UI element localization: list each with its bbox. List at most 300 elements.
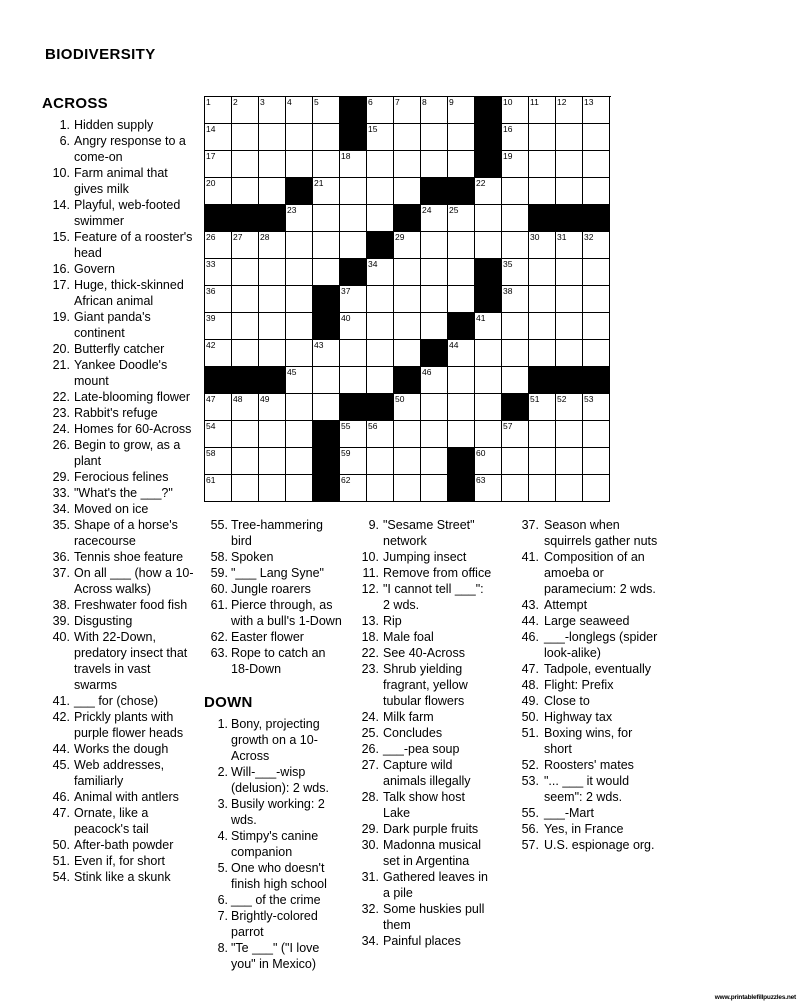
cell-number: 32: [584, 232, 594, 242]
grid-cell-r7c2[interactable]: [232, 259, 259, 286]
clue-number: 58.: [210, 550, 228, 564]
grid-cell-r9c12[interactable]: [502, 313, 529, 340]
grid-cell-r7c14[interactable]: [556, 259, 583, 286]
across-clue-63: [204, 645, 350, 677]
across-section-header: ACROSS: [42, 95, 108, 112]
grid-cell-r1c4[interactable]: [286, 97, 313, 124]
grid-cell-r9c14[interactable]: [556, 313, 583, 340]
grid-cell-r7c9[interactable]: [421, 259, 448, 286]
grid-cell-r6c3[interactable]: [259, 232, 286, 259]
grid-cell-r12c11[interactable]: [475, 394, 502, 421]
clue-number: 34.: [52, 502, 70, 516]
grid-cell-r1c12[interactable]: [502, 97, 529, 124]
grid-cell-r11c11[interactable]: [475, 367, 502, 394]
grid-cell-r10c1[interactable]: [205, 340, 232, 367]
grid-cell-r3c14[interactable]: [556, 151, 583, 178]
down-clue-52: [512, 757, 664, 773]
down-clue-2: [204, 764, 350, 796]
clue-number: 18.: [361, 630, 379, 644]
down-clue-26: [350, 741, 496, 757]
grid-cell-r10c6[interactable]: [340, 340, 367, 367]
cell-number: 53: [584, 394, 594, 404]
grid-cell-r14c13[interactable]: [529, 448, 556, 475]
grid-cell-r4c3[interactable]: [259, 178, 286, 205]
grid-cell-r14c12[interactable]: [502, 448, 529, 475]
grid-cell-r10c7[interactable]: [367, 340, 394, 367]
grid-cell-r3c2[interactable]: [232, 151, 259, 178]
grid-cell-r15c1[interactable]: [205, 475, 232, 502]
grid-cell-r12c10[interactable]: [448, 394, 475, 421]
across-clue-39: [40, 613, 200, 629]
watermark-url: www.printablefillpuzzles.net: [714, 994, 796, 1001]
grid-cell-r4c8[interactable]: [394, 178, 421, 205]
grid-cell-r5c9[interactable]: [421, 205, 448, 232]
grid-cell-r8c3[interactable]: [259, 286, 286, 313]
clue-text: Shrub yielding fragrant, yellow tubular flowers: [383, 662, 468, 708]
clue-number: 22.: [361, 646, 379, 660]
grid-cell-r1c2[interactable]: [232, 97, 259, 124]
clue-number: 45.: [52, 758, 70, 772]
clue-text: "I cannot tell ___": 2 wds.: [383, 582, 484, 612]
clue-text: Jungle roarers: [231, 582, 311, 596]
grid-cell-r13c4[interactable]: [286, 421, 313, 448]
cell-number: 12: [557, 97, 567, 107]
grid-cell-r4c7[interactable]: [367, 178, 394, 205]
grid-cell-r6c6[interactable]: [340, 232, 367, 259]
grid-cell-r13c6[interactable]: [340, 421, 367, 448]
down-clue-53: [512, 773, 664, 805]
across-clue-46: [40, 789, 200, 805]
grid-cell-r7c3[interactable]: [259, 259, 286, 286]
down-clue-1: [204, 716, 350, 764]
grid-cell-r2c10[interactable]: [448, 124, 475, 151]
grid-cell-r1c7[interactable]: [367, 97, 394, 124]
grid-cell-r12c2[interactable]: [232, 394, 259, 421]
grid-cell-r4c14[interactable]: [556, 178, 583, 205]
grid-cell-r12c15[interactable]: [583, 394, 610, 421]
grid-cell-r2c12[interactable]: [502, 124, 529, 151]
grid-cell-r9c8[interactable]: [394, 313, 421, 340]
grid-cell-r13c15[interactable]: [583, 421, 610, 448]
grid-cell-r11c7[interactable]: [367, 367, 394, 394]
grid-cell-r11c10[interactable]: [448, 367, 475, 394]
grid-cell-r10c10[interactable]: [448, 340, 475, 367]
grid-cell-r7c13[interactable]: [529, 259, 556, 286]
clue-number: 36.: [52, 550, 70, 564]
cell-number: 7: [395, 97, 400, 107]
clue-number: 3.: [217, 797, 228, 811]
clue-text: "___ Lang Syne": [231, 566, 324, 580]
grid-cell-r1c9[interactable]: [421, 97, 448, 124]
grid-cell-r15c7[interactable]: [367, 475, 394, 502]
grid-cell-r3c10[interactable]: [448, 151, 475, 178]
grid-cell-r8c9[interactable]: [421, 286, 448, 313]
grid-cell-r6c15[interactable]: [583, 232, 610, 259]
grid-cell-r4c5[interactable]: [313, 178, 340, 205]
clue-text: Web addresses, familiarly: [74, 758, 165, 788]
clue-text: Busily working: 2 wds.: [231, 797, 325, 827]
grid-cell-r13c14[interactable]: [556, 421, 583, 448]
grid-cell-r12c8[interactable]: [394, 394, 421, 421]
grid-cell-r12c4[interactable]: [286, 394, 313, 421]
grid-cell-r7c8[interactable]: [394, 259, 421, 286]
down-clue-27: [350, 757, 496, 789]
grid-cell-r3c4[interactable]: [286, 151, 313, 178]
black-cell: [448, 178, 475, 205]
clue-number: 17.: [52, 278, 70, 292]
clue-number: 55.: [210, 518, 228, 532]
grid-cell-r2c5[interactable]: [313, 124, 340, 151]
clue-number: 10.: [361, 550, 379, 564]
grid-cell-r10c12[interactable]: [502, 340, 529, 367]
grid-cell-r4c13[interactable]: [529, 178, 556, 205]
grid-cell-r10c14[interactable]: [556, 340, 583, 367]
grid-cell-r13c13[interactable]: [529, 421, 556, 448]
cell-number: 46: [422, 367, 432, 377]
grid-cell-r13c1[interactable]: [205, 421, 232, 448]
grid-cell-r6c14[interactable]: [556, 232, 583, 259]
down-clue-55: [512, 805, 664, 821]
grid-cell-r6c4[interactable]: [286, 232, 313, 259]
grid-cell-r14c8[interactable]: [394, 448, 421, 475]
grid-cell-r3c5[interactable]: [313, 151, 340, 178]
cell-number: 59: [341, 448, 351, 458]
grid-cell-r13c7[interactable]: [367, 421, 394, 448]
grid-cell-r3c6[interactable]: [340, 151, 367, 178]
grid-cell-r7c15[interactable]: [583, 259, 610, 286]
grid-cell-r15c12[interactable]: [502, 475, 529, 502]
grid-cell-r8c2[interactable]: [232, 286, 259, 313]
grid-cell-r8c10[interactable]: [448, 286, 475, 313]
grid-cell-r4c6[interactable]: [340, 178, 367, 205]
black-cell: [232, 205, 259, 232]
puzzle-title: BIODIVERSITY: [45, 46, 156, 63]
grid-cell-r12c9[interactable]: [421, 394, 448, 421]
grid-cell-r7c1[interactable]: [205, 259, 232, 286]
down-clue-4: [204, 828, 350, 860]
grid-cell-r4c11[interactable]: [475, 178, 502, 205]
black-cell: [367, 394, 394, 421]
grid-cell-r9c7[interactable]: [367, 313, 394, 340]
clue-number: 52.: [521, 758, 539, 772]
black-cell: [313, 421, 340, 448]
grid-cell-r2c15[interactable]: [583, 124, 610, 151]
clue-text: Butterfly catcher: [74, 342, 165, 356]
clue-number: 23.: [52, 406, 70, 420]
grid-cell-r15c6[interactable]: [340, 475, 367, 502]
grid-cell-r6c5[interactable]: [313, 232, 340, 259]
grid-cell-r10c3[interactable]: [259, 340, 286, 367]
clue-number: 1.: [59, 118, 70, 132]
grid-cell-r1c14[interactable]: [556, 97, 583, 124]
grid-cell-r6c12[interactable]: [502, 232, 529, 259]
clue-number: 53.: [521, 774, 539, 788]
clue-number: 55.: [521, 806, 539, 820]
across-clue-59: [204, 565, 350, 581]
clue-number: 13.: [361, 614, 379, 628]
across-clue-14: [40, 197, 200, 229]
grid-cell-r2c9[interactable]: [421, 124, 448, 151]
clue-text: Angry response to a come-on: [74, 134, 186, 164]
grid-cell-r13c10[interactable]: [448, 421, 475, 448]
clue-text: Milk farm: [383, 710, 434, 724]
clue-number: 59.: [210, 566, 228, 580]
clue-text: Rabbit's refuge: [74, 406, 158, 420]
grid-cell-r14c6[interactable]: [340, 448, 367, 475]
grid-cell-r4c15[interactable]: [583, 178, 610, 205]
grid-cell-r14c11[interactable]: [475, 448, 502, 475]
down-clue-56: [512, 821, 664, 837]
grid-cell-r15c3[interactable]: [259, 475, 286, 502]
grid-cell-r13c8[interactable]: [394, 421, 421, 448]
grid-cell-r1c13[interactable]: [529, 97, 556, 124]
grid-cell-r14c1[interactable]: [205, 448, 232, 475]
grid-cell-r14c4[interactable]: [286, 448, 313, 475]
grid-cell-r6c1[interactable]: [205, 232, 232, 259]
grid-cell-r14c9[interactable]: [421, 448, 448, 475]
grid-cell-r9c9[interactable]: [421, 313, 448, 340]
black-cell: [448, 475, 475, 502]
clue-text: Close to: [544, 694, 590, 708]
grid-cell-r5c11[interactable]: [475, 205, 502, 232]
grid-cell-r9c15[interactable]: [583, 313, 610, 340]
grid-cell-r3c15[interactable]: [583, 151, 610, 178]
cell-number: 17: [206, 151, 216, 161]
grid-cell-r10c15[interactable]: [583, 340, 610, 367]
grid-cell-r9c4[interactable]: [286, 313, 313, 340]
grid-cell-r2c14[interactable]: [556, 124, 583, 151]
grid-cell-r1c1[interactable]: [205, 97, 232, 124]
cell-number: 63: [476, 475, 486, 485]
grid-cell-r7c10[interactable]: [448, 259, 475, 286]
grid-cell-r13c2[interactable]: [232, 421, 259, 448]
grid-cell-r15c2[interactable]: [232, 475, 259, 502]
grid-cell-r13c3[interactable]: [259, 421, 286, 448]
grid-cell-r11c9[interactable]: [421, 367, 448, 394]
black-cell: [286, 178, 313, 205]
grid-cell-r10c4[interactable]: [286, 340, 313, 367]
grid-cell-r2c13[interactable]: [529, 124, 556, 151]
grid-cell-r2c2[interactable]: [232, 124, 259, 151]
grid-cell-r6c8[interactable]: [394, 232, 421, 259]
grid-cell-r4c2[interactable]: [232, 178, 259, 205]
across-clue-36: [40, 549, 200, 565]
grid-cell-r5c10[interactable]: [448, 205, 475, 232]
across-clue-42: [40, 709, 200, 741]
clue-text: Playful, web-footed swimmer: [74, 198, 181, 228]
grid-cell-r3c8[interactable]: [394, 151, 421, 178]
grid-cell-r8c6[interactable]: [340, 286, 367, 313]
cell-number: 38: [503, 286, 513, 296]
grid-cell-r12c5[interactable]: [313, 394, 340, 421]
grid-cell-r15c14[interactable]: [556, 475, 583, 502]
clue-number: 51.: [52, 854, 70, 868]
grid-cell-r8c8[interactable]: [394, 286, 421, 313]
grid-cell-r9c6[interactable]: [340, 313, 367, 340]
grid-cell-r13c12[interactable]: [502, 421, 529, 448]
grid-cell-r5c4[interactable]: [286, 205, 313, 232]
grid-cell-r8c14[interactable]: [556, 286, 583, 313]
black-cell: [475, 124, 502, 151]
clue-number: 63.: [210, 646, 228, 660]
black-cell: [259, 205, 286, 232]
grid-cell-r8c15[interactable]: [583, 286, 610, 313]
grid-cell-r3c9[interactable]: [421, 151, 448, 178]
down-clue-8: [204, 940, 350, 972]
cell-number: 4: [287, 97, 292, 107]
grid-cell-r9c11[interactable]: [475, 313, 502, 340]
across-clue-54: [40, 869, 200, 885]
grid-cell-r2c4[interactable]: [286, 124, 313, 151]
clue-text: Gathered leaves in a pile: [383, 870, 488, 900]
cell-number: 2: [233, 97, 238, 107]
black-cell: [502, 394, 529, 421]
grid-cell-r1c8[interactable]: [394, 97, 421, 124]
grid-cell-r2c7[interactable]: [367, 124, 394, 151]
clue-text: Huge, thick-skinned African animal: [74, 278, 184, 308]
clue-number: 28.: [361, 790, 379, 804]
down-clue-32: [350, 901, 496, 933]
grid-cell-r5c5[interactable]: [313, 205, 340, 232]
clue-text: Roosters' mates: [544, 758, 634, 772]
grid-cell-r3c12[interactable]: [502, 151, 529, 178]
black-cell: [340, 97, 367, 124]
grid-cell-r3c1[interactable]: [205, 151, 232, 178]
grid-cell-r11c5[interactable]: [313, 367, 340, 394]
clue-number: 61.: [210, 598, 228, 612]
grid-cell-r10c8[interactable]: [394, 340, 421, 367]
clue-text: Capture wild animals illegally: [383, 758, 471, 788]
grid-cell-r12c13[interactable]: [529, 394, 556, 421]
clue-text: Flight: Prefix: [544, 678, 614, 692]
grid-cell-r14c7[interactable]: [367, 448, 394, 475]
cell-number: 10: [503, 97, 513, 107]
clue-number: 26.: [52, 438, 70, 452]
grid-cell-r6c10[interactable]: [448, 232, 475, 259]
grid-cell-r10c5[interactable]: [313, 340, 340, 367]
grid-cell-r12c1[interactable]: [205, 394, 232, 421]
cell-number: 54: [206, 421, 216, 431]
clue-text: Disgusting: [74, 614, 133, 628]
grid-cell-r9c2[interactable]: [232, 313, 259, 340]
down-clue-47: [512, 661, 664, 677]
clue-text: Season when squirrels gather nuts: [544, 518, 658, 548]
grid-cell-r8c7[interactable]: [367, 286, 394, 313]
grid-cell-r2c3[interactable]: [259, 124, 286, 151]
cell-number: 48: [233, 394, 243, 404]
grid-cell-r7c7[interactable]: [367, 259, 394, 286]
grid-cell-r8c1[interactable]: [205, 286, 232, 313]
grid-cell-r7c5[interactable]: [313, 259, 340, 286]
grid-cell-r12c14[interactable]: [556, 394, 583, 421]
cell-number: 40: [341, 313, 351, 323]
clue-number: 6.: [217, 893, 228, 907]
across-clue-60: [204, 581, 350, 597]
clue-text: Tadpole, eventually: [544, 662, 652, 676]
grid-cell-r7c4[interactable]: [286, 259, 313, 286]
grid-cell-r9c3[interactable]: [259, 313, 286, 340]
clue-text: Male foal: [383, 630, 434, 644]
grid-cell-r9c13[interactable]: [529, 313, 556, 340]
grid-cell-r1c3[interactable]: [259, 97, 286, 124]
down-clue-6: [204, 892, 350, 908]
grid-cell-r8c4[interactable]: [286, 286, 313, 313]
grid-cell-r15c13[interactable]: [529, 475, 556, 502]
grid-cell-r7c12[interactable]: [502, 259, 529, 286]
grid-cell-r14c2[interactable]: [232, 448, 259, 475]
grid-cell-r3c13[interactable]: [529, 151, 556, 178]
grid-cell-r6c11[interactable]: [475, 232, 502, 259]
cell-number: 16: [503, 124, 513, 134]
grid-cell-r14c3[interactable]: [259, 448, 286, 475]
clue-number: 2.: [217, 765, 228, 779]
grid-cell-r10c11[interactable]: [475, 340, 502, 367]
grid-cell-r11c12[interactable]: [502, 367, 529, 394]
grid-cell-r14c15[interactable]: [583, 448, 610, 475]
clue-number: 15.: [52, 230, 70, 244]
grid-cell-r15c8[interactable]: [394, 475, 421, 502]
clue-text: Attempt: [544, 598, 588, 612]
grid-cell-r6c13[interactable]: [529, 232, 556, 259]
black-cell: [475, 259, 502, 286]
grid-cell-r9c1[interactable]: [205, 313, 232, 340]
grid-cell-r11c6[interactable]: [340, 367, 367, 394]
grid-cell-r15c4[interactable]: [286, 475, 313, 502]
clue-number: 8.: [217, 941, 228, 955]
clue-text: "... ___ it would seem": 2 wds.: [544, 774, 630, 804]
grid-cell-r1c10[interactable]: [448, 97, 475, 124]
grid-cell-r6c9[interactable]: [421, 232, 448, 259]
cell-number: 55: [341, 421, 351, 431]
grid-cell-r2c8[interactable]: [394, 124, 421, 151]
grid-cell-r8c12[interactable]: [502, 286, 529, 313]
clue-number: 23.: [361, 662, 379, 676]
grid-cell-r1c5[interactable]: [313, 97, 340, 124]
grid-cell-r6c2[interactable]: [232, 232, 259, 259]
clue-number: 35.: [52, 518, 70, 532]
grid-cell-r14c14[interactable]: [556, 448, 583, 475]
grid-cell-r1c15[interactable]: [583, 97, 610, 124]
grid-cell-r4c1[interactable]: [205, 178, 232, 205]
grid-cell-r5c6[interactable]: [340, 205, 367, 232]
grid-cell-r10c2[interactable]: [232, 340, 259, 367]
grid-cell-r2c1[interactable]: [205, 124, 232, 151]
grid-cell-r3c3[interactable]: [259, 151, 286, 178]
cell-number: 62: [341, 475, 351, 485]
cell-number: 37: [341, 286, 351, 296]
grid-cell-r5c12[interactable]: [502, 205, 529, 232]
grid-cell-r13c9[interactable]: [421, 421, 448, 448]
black-cell: [340, 259, 367, 286]
grid-cell-r5c7[interactable]: [367, 205, 394, 232]
grid-cell-r10c13[interactable]: [529, 340, 556, 367]
grid-cell-r8c13[interactable]: [529, 286, 556, 313]
down-clue-11: [350, 565, 496, 581]
grid-cell-r15c9[interactable]: [421, 475, 448, 502]
grid-cell-r4c12[interactable]: [502, 178, 529, 205]
down-clue-51: [512, 725, 664, 757]
across-clues-continued: [204, 517, 350, 677]
clue-text: ___ of the crime: [231, 893, 321, 907]
grid-cell-r15c15[interactable]: [583, 475, 610, 502]
grid-cell-r11c4[interactable]: [286, 367, 313, 394]
clue-text: Bony, projecting growth on a 10-Across: [231, 717, 320, 763]
grid-cell-r15c11[interactable]: [475, 475, 502, 502]
grid-cell-r12c3[interactable]: [259, 394, 286, 421]
grid-cell-r3c7[interactable]: [367, 151, 394, 178]
down-clue-46: [512, 629, 664, 661]
grid-cell-r13c11[interactable]: [475, 421, 502, 448]
